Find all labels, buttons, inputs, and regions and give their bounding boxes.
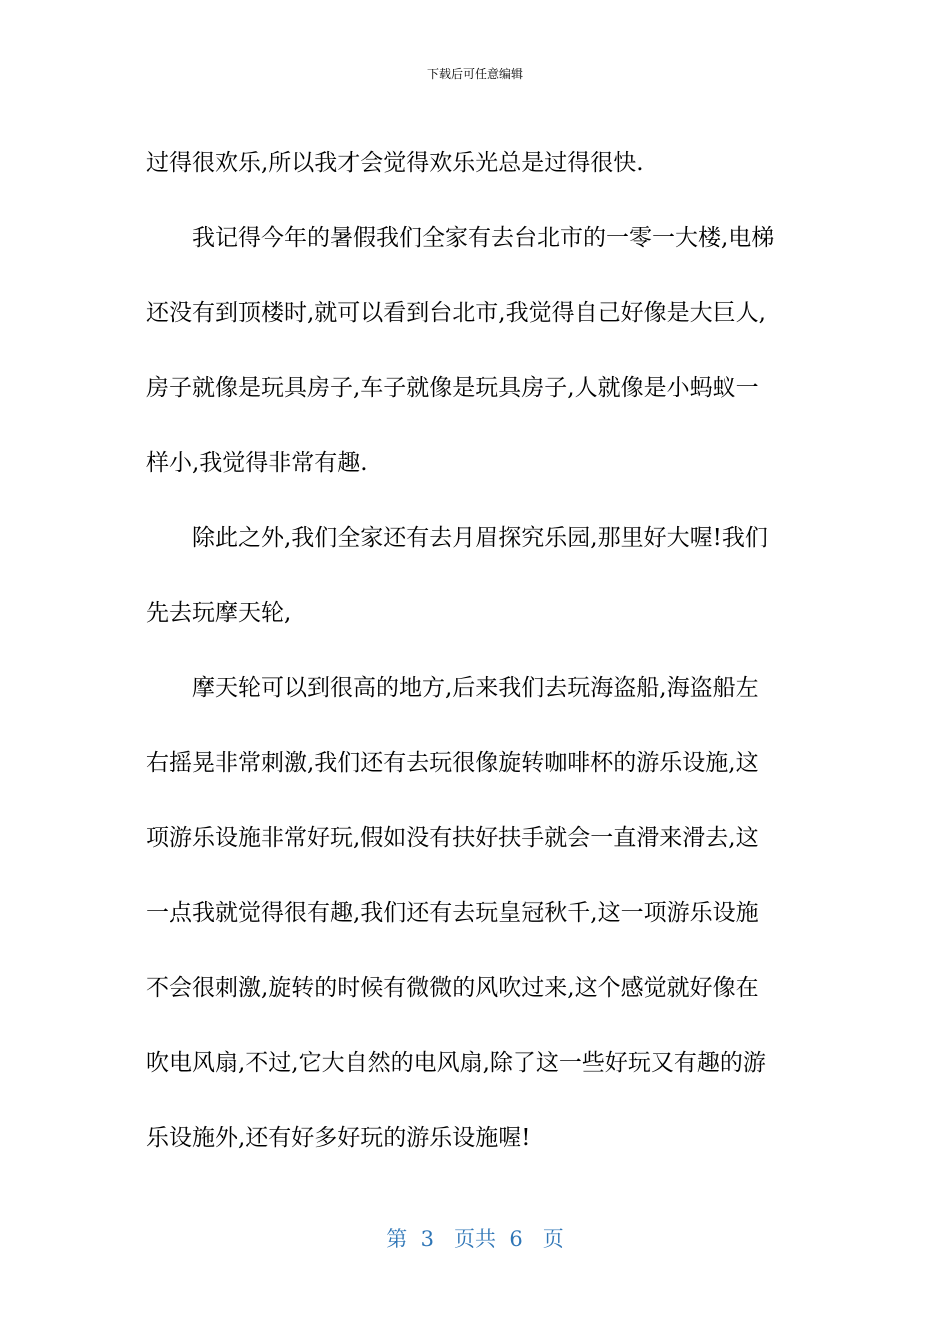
page-header: 下载后可任意编辑 — [426, 67, 523, 81]
text-line: 右摇晃非常刺激,我们还有去玩很像旋转咖啡杯的游乐设施,这 — [146, 750, 759, 776]
text-line: 一点我就觉得很有趣,我们还有去玩皇冠秋千,这一项游乐设施 — [146, 900, 759, 926]
text-line: 乐设施外,还有好多好玩的游乐设施喔! — [146, 1125, 531, 1151]
text-line: 我记得今年的暑假我们全家有去台北市的一零一大楼,电梯 — [192, 225, 775, 251]
text-line: 不会很刺激,旋转的时候有微微的风吹过来,这个感觉就好像在 — [146, 975, 759, 1001]
text-line: 除此之外,我们全家还有去月眉探究乐园,那里好大喔!我们 — [192, 525, 768, 551]
text-line: 吹电风扇,不过,它大自然的电风扇,除了这一些好玩又有趣的游 — [146, 1050, 766, 1076]
text-line: 摩天轮可以到很高的地方,后来我们去玩海盗船,海盗船左 — [192, 675, 759, 701]
page-number-footer: 第 3 页共 6 页 — [386, 1227, 564, 1251]
text-line: 还没有到顶楼时,就可以看到台北市,我觉得自己好像是大巨人, — [146, 300, 766, 326]
text-line: 项游乐设施非常好玩,假如没有扶好扶手就会一直滑来滑去,这 — [146, 825, 759, 851]
text-line: 房子就像是玩具房子,车子就像是玩具房子,人就像是小蚂蚁一 — [146, 375, 759, 401]
text-line: 过得很欢乐,所以我才会觉得欢乐光总是过得很快. — [146, 150, 644, 176]
text-line: 先去玩摩天轮, — [146, 600, 292, 626]
text-line: 样小,我觉得非常有趣. — [146, 450, 368, 476]
document-body — [146, 126, 806, 1176]
